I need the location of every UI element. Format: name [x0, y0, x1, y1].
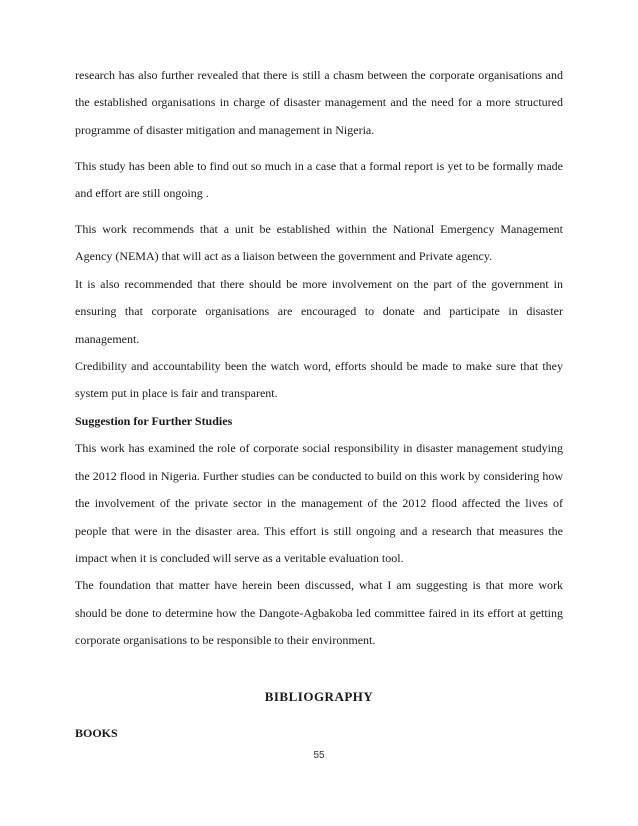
paragraph-chasm: research has also further revealed that there is still a chasm between the corporate organisations and the established organisations in charge of disaster management and the need for a more structured programme of disaster mitigation and management in Nigeria. [75, 68, 563, 137]
further-studies-heading: Suggestion for Further Studies [75, 413, 233, 428]
paragraph-nema-recommendation: This work recommends that a unit be established within the National Emergency Management Agency (NEMA) that will act as a liaison between the government and Private agency. [75, 222, 563, 264]
paragraph-foundation: The foundation that matter have herein been discussed, what I am suggesting is that more work should be done to determine how the Dangote-Agbakoba led committee faired in its effort at getting corporate organisations to be responsible to their environment. [75, 578, 563, 648]
books-heading: BOOKS [75, 726, 118, 740]
paragraph-further-studies: This work has examined the role of corporate social responsibility in disaster management studying the 2012 flood in Nigeria. Further studies can be conducted to build on this work by considering how the involvement of the private sector in the management of the 2012 flood affected the lives of people that were in the disaster area. This effort is still ongoing and a research that measures the impact when it is concluded will serve as a veritable evaluation tool. [75, 441, 563, 565]
document-page [75, 62, 563, 740]
page-number: 55 [313, 750, 325, 761]
paragraph-study-findings: This study has been able to find out so much in a case that a formal report is yet to be formally made and effort are still ongoing . [75, 158, 563, 201]
paragraph-credibility: Credibility and accountability been the watch word, efforts should be made to make sure that they system put in place is fair and transparent. [75, 359, 563, 401]
bibliography-heading: BIBLIOGRAPHY [264, 689, 374, 704]
paragraph-government-involvement: It is also recommended that there should be more involvement on the part of the government in ensuring that corporate organisations are encouraged to donate and participate in disaster management. [75, 276, 563, 346]
